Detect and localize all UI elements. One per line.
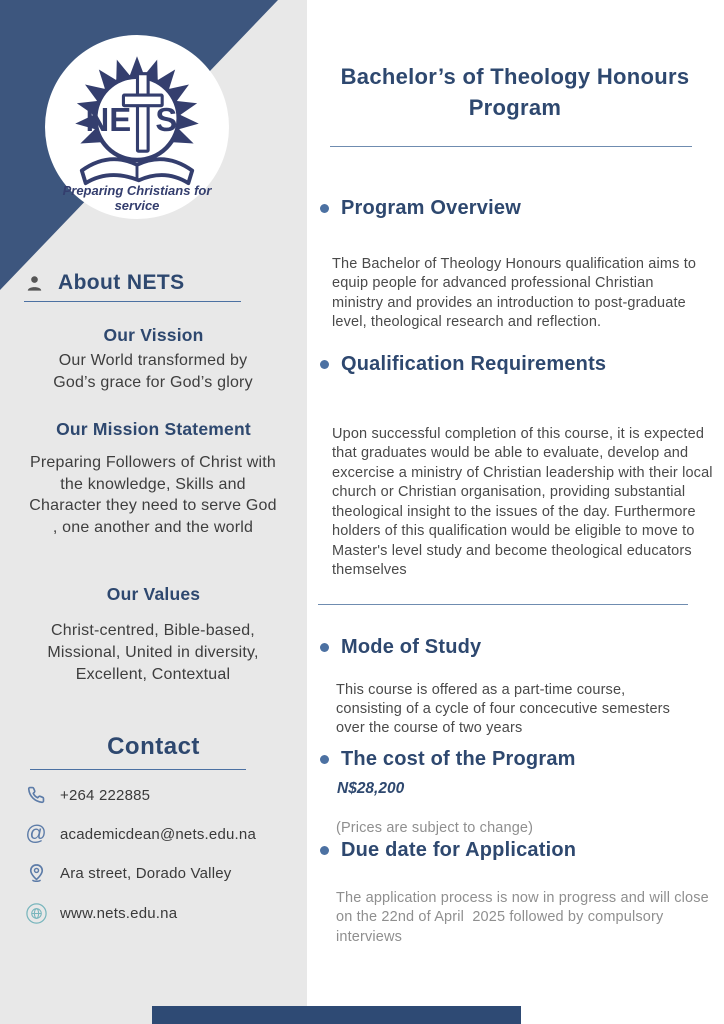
bullet-icon xyxy=(320,204,329,213)
phone-icon xyxy=(24,783,48,807)
person-icon xyxy=(25,274,44,293)
section-divider xyxy=(318,604,688,605)
mission-heading: Our Mission Statement xyxy=(56,419,251,439)
section-heading-program-overview: Program Overview xyxy=(320,197,521,220)
section-heading-mode-of-study: Mode of Study xyxy=(320,636,481,659)
street-address: Ara street, Dorado Valley xyxy=(60,864,232,882)
bullet-icon xyxy=(320,846,329,855)
vision-heading: Our Vission xyxy=(103,325,204,345)
phone-number: +264 222885 xyxy=(60,786,151,804)
bullet-icon xyxy=(320,360,329,369)
bullet-icon xyxy=(320,643,329,652)
price-value: N$28,200 xyxy=(337,780,405,797)
section-heading-application-due-date: Due date for Application xyxy=(320,839,576,862)
contact-item-address xyxy=(24,861,231,885)
contact-underline xyxy=(30,769,246,770)
logo-acronym-suffix: S xyxy=(155,100,178,138)
email-address: academicdean@nets.edu.na xyxy=(60,825,256,843)
values-text: Christ-centred, Bible-based, Missional, United in diversity, Excellent, Contextual xyxy=(47,622,259,683)
sidebar xyxy=(0,0,307,1024)
program-overview-text: The Bachelor of Theology Honours qualification aims to equip people for advanced professional Christian ministry and provides an introduction to post-graduate level, theological research and reflection. xyxy=(332,255,697,330)
vision-text: Our World transformed by God’s grace for God’s glory xyxy=(53,352,253,391)
contact-title: Contact xyxy=(107,733,200,760)
section-heading-qualification-requirements: Qualification Requirements xyxy=(320,353,606,376)
about-header xyxy=(25,271,184,295)
section-heading-program-cost: The cost of the Program xyxy=(320,748,576,771)
nets-logo xyxy=(45,35,229,219)
contact-item-phone[interactable] xyxy=(24,783,150,807)
globe-icon xyxy=(24,901,48,925)
logo-tagline: Preparing Christians for service xyxy=(62,183,212,213)
about-underline xyxy=(24,301,241,302)
at-icon: @ xyxy=(25,822,47,845)
footer-bar-decoration xyxy=(152,1006,521,1024)
website-url: www.nets.edu.na xyxy=(60,904,178,922)
about-title: About NETS xyxy=(58,271,185,294)
price-note: (Prices are subject to change) xyxy=(336,819,534,836)
mode-of-study-text: This course is offered as a part-time course, consisting of a cycle of four concecutive semesters over the course of two years xyxy=(336,681,671,736)
location-pin-icon xyxy=(24,861,48,885)
values-heading: Our Values xyxy=(106,584,201,604)
qualification-requirements-text: Upon successful completion of this course, it is expected that graduates would be able to evaluate, develop and excercise a ministry of Christian leadership with their local church or Christian organisation, providing substantial theological insight to the issues of the day. Furthermore holders of this qualification would be eligible to move to Master's level study and become theological educators themselves xyxy=(332,425,713,578)
program-title: Bachelor’s of Theology Honours Program xyxy=(340,63,690,120)
mission-text: Preparing Followers of Christ with the knowledge, Skills and Character they need to serve God , one another and the world xyxy=(29,454,277,536)
main-content xyxy=(307,0,724,1024)
contact-item-website[interactable] xyxy=(24,901,177,925)
contact-item-email[interactable] xyxy=(24,822,256,846)
bullet-icon xyxy=(320,755,329,764)
open-book-icon xyxy=(82,159,192,183)
title-divider xyxy=(330,146,692,147)
logo-acronym-prefix: NE xyxy=(85,100,132,138)
application-due-date-text: The application process is now in progress and will close on the 22nd of April 2025 followed by compulsory interviews xyxy=(336,889,718,945)
